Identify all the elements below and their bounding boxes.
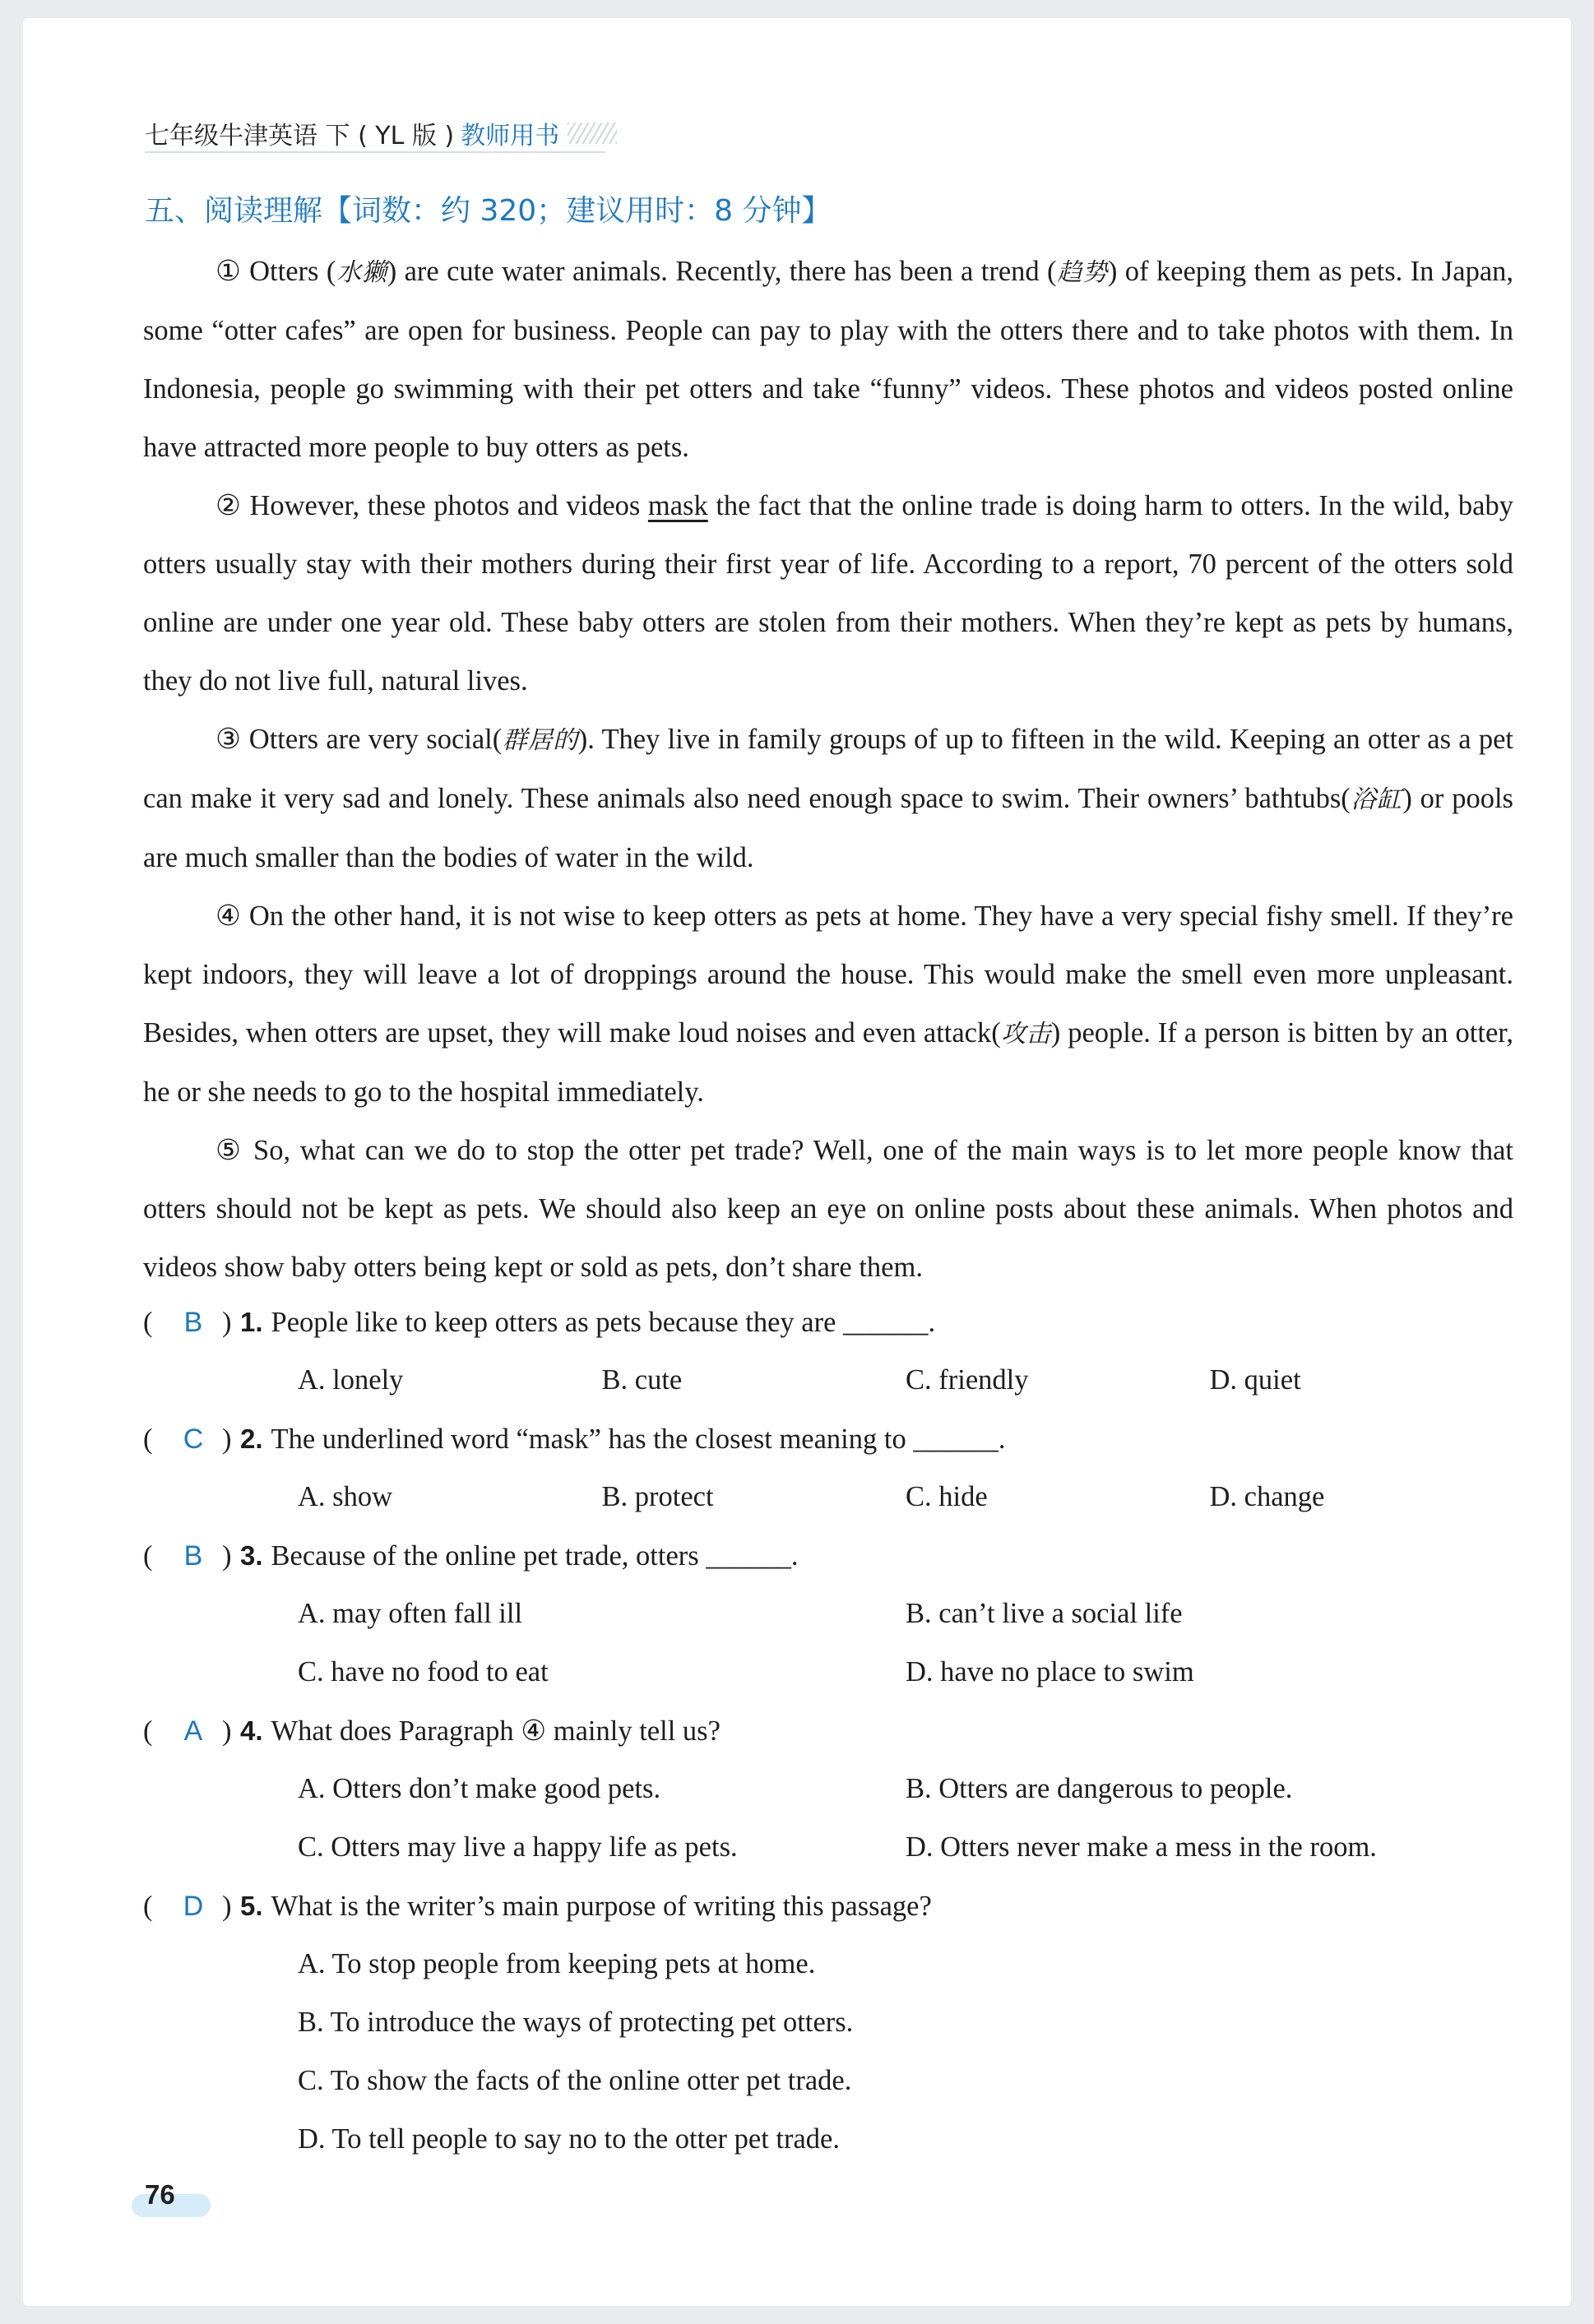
q3-open-paren: ( <box>143 1540 153 1572</box>
question-2 <box>143 1410 1513 1468</box>
q4-open-paren: ( <box>143 1715 153 1747</box>
q4-option-a: A. Otters don’t make good pets. <box>298 1773 661 1804</box>
q5-option-b: B. To introduce the ways of protecting pet otters. <box>298 2007 854 2038</box>
q2-option-c: C. hide <box>906 1481 988 1512</box>
q4-answer: A <box>183 1715 203 1747</box>
questions <box>143 1293 1513 2169</box>
p4-gloss-attack: 攻击 <box>1000 1020 1051 1049</box>
running-header <box>145 115 617 151</box>
q1-options <box>143 1351 1513 1410</box>
p1-gloss-otter: 水獭 <box>336 258 387 287</box>
p3-gloss-social: 群居的 <box>502 726 578 755</box>
p3-text-c: ) or pools are much smaller than the bodies of water in the wild. <box>143 783 1513 873</box>
q1-option-c: C. friendly <box>906 1364 1029 1396</box>
q3-answer: B <box>183 1540 203 1572</box>
q2-number: 2. <box>240 1424 263 1454</box>
section-title: 五、阅读理解【词数：约 320；建议用时：8 分钟】 <box>145 194 832 228</box>
q3-number: 3. <box>240 1540 263 1571</box>
q3-options-row-1 <box>143 1585 1513 1643</box>
teacher-edition-label: 教师用书 <box>461 122 560 150</box>
q3-close-paren: ) <box>222 1540 232 1572</box>
p1-text-b: ) are cute water animals. Recently, there has been a trend ( <box>387 256 1057 287</box>
p2-text-a: ② However, these photos and videos <box>215 490 648 521</box>
q2-options <box>143 1468 1513 1526</box>
decorative-stripes <box>568 123 617 144</box>
p1-text-c: ) of keeping them as pets. In Japan, some “otter cafes” are open for business. People can pay to play with the otters there and to take photos with them. In Indonesia, people go swimming with their pet otters and take “funny” videos. These photos and videos posted online have attracted more people to buy otters as pets. <box>143 256 1514 463</box>
q5-option-c: C. To show the facts of the online otter pet trade. <box>298 2065 852 2096</box>
header-rule <box>145 151 605 153</box>
q4-close-paren: ) <box>222 1715 232 1747</box>
q1-answer: B <box>183 1307 203 1338</box>
q1-close-paren: ) <box>222 1307 232 1338</box>
q4-option-b: B. Otters are dangerous to people. <box>906 1773 1293 1804</box>
q5-option-a: A. To stop people from keeping pets at home. <box>298 1948 816 1979</box>
q4-option-d: D. Otters never make a mess in the room. <box>906 1831 1377 1863</box>
p3-text-a: ③ Otters are very social( <box>215 724 503 755</box>
paragraph-3 <box>143 711 1513 887</box>
question-5 <box>143 1877 1513 1935</box>
paragraph-5: ⑤ So, what can we do to stop the otter pet trade? Well, one of the main ways is to let more people know that otters should not be kept as pets. We should also keep an eye on online posts about these animals. When photos and videos show baby otters being kept or sold as pets, don’t share them. <box>143 1135 1513 1283</box>
underlined-word-mask: mask <box>647 490 708 521</box>
q5-option-d-row <box>143 2110 1513 2169</box>
q2-open-paren: ( <box>143 1424 153 1455</box>
q1-option-d: D. quiet <box>1209 1364 1301 1396</box>
book-title: 七年级牛津英语 下 ( YL 版 ) <box>145 122 455 150</box>
q1-stem: People like to keep otters as pets because they are ______. <box>271 1307 936 1338</box>
p2-text-b: the fact that the online trade is doing harm to otters. In the wild, baby otters usually stay with their mothers during their first year of life. According to a report, 70 percent of the otters sold online are under one year old. These baby otters are stolen from their mothers. When they’re kept as pets by humans, they do not live full, natural lives. <box>143 490 1513 697</box>
question-1 <box>143 1293 1513 1351</box>
q4-options-row-2 <box>143 1818 1513 1877</box>
q5-number: 5. <box>240 1891 263 1921</box>
q4-option-c: C. Otters may live a happy life as pets. <box>298 1831 738 1863</box>
q3-option-b: B. can’t live a social life <box>906 1598 1183 1629</box>
q3-stem: Because of the online pet trade, otters ______. <box>271 1540 799 1572</box>
q2-answer: C <box>183 1424 204 1455</box>
q5-answer: D <box>183 1891 204 1922</box>
paragraph-1 <box>143 243 1513 477</box>
question-4 <box>143 1701 1513 1760</box>
paragraph-2 <box>143 477 1513 711</box>
q2-option-b: B. protect <box>601 1481 714 1512</box>
p1-text-a: ① Otters ( <box>215 256 336 287</box>
p3-gloss-bathtub: 浴缸 <box>1350 785 1403 814</box>
q5-option-a-row <box>143 1935 1513 1993</box>
question-3 <box>143 1526 1513 1585</box>
q4-stem: What does Paragraph ④ mainly tell us? <box>271 1715 721 1747</box>
q2-option-a: A. show <box>298 1481 393 1512</box>
reading-passage <box>143 243 1513 1297</box>
p4-text-b: ) people. If a person is bitten by an otter, he or she needs to go to the hospital immediately. <box>143 1017 1513 1108</box>
q5-stem: What is the writer’s main purpose of writing this passage? <box>271 1891 932 1922</box>
q1-option-b: B. cute <box>601 1364 683 1396</box>
q3-option-c: C. have no food to eat <box>298 1656 549 1687</box>
p3-text-b: ). They live in family groups of up to fifteen in the wild. Keeping an otter as a pet can make it very sad and lonely. These animals also need enough space to swim. Their owners’ bathtubs( <box>143 724 1514 814</box>
q1-option-a: A. lonely <box>298 1364 404 1396</box>
q5-option-b-row <box>143 1993 1513 2052</box>
q2-stem: The underlined word “mask” has the closest meaning to ______. <box>271 1424 1006 1455</box>
q1-open-paren: ( <box>143 1307 153 1338</box>
paragraph-4 <box>143 887 1513 1122</box>
q4-number: 4. <box>240 1715 263 1746</box>
q2-close-paren: ) <box>222 1424 232 1455</box>
q5-option-d: D. To tell people to say no to the otter pet trade. <box>298 2123 840 2155</box>
q5-open-paren: ( <box>143 1891 153 1922</box>
q5-option-c-row <box>143 2052 1513 2110</box>
p1-gloss-trend: 趋势 <box>1056 258 1108 287</box>
q1-number: 1. <box>240 1307 263 1337</box>
page-number: 76 <box>145 2179 175 2210</box>
q3-option-d: D. have no place to swim <box>906 1656 1194 1687</box>
q4-options-row-1 <box>143 1760 1513 1818</box>
q5-close-paren: ) <box>222 1891 232 1922</box>
p4-text-a: ④ On the other hand, it is not wise to keep otters as pets at home. They have a very special fishy smell. If they’re kept indoors, they will leave a lot of droppings around the house. This would make the smell even more unpleasant. Besides, when otters are upset, they will make loud noises and even attack( <box>143 900 1513 1049</box>
q2-option-d: D. change <box>1209 1481 1325 1512</box>
q3-options-row-2 <box>143 1643 1513 1701</box>
q3-option-a: A. may often fall ill <box>298 1598 523 1629</box>
